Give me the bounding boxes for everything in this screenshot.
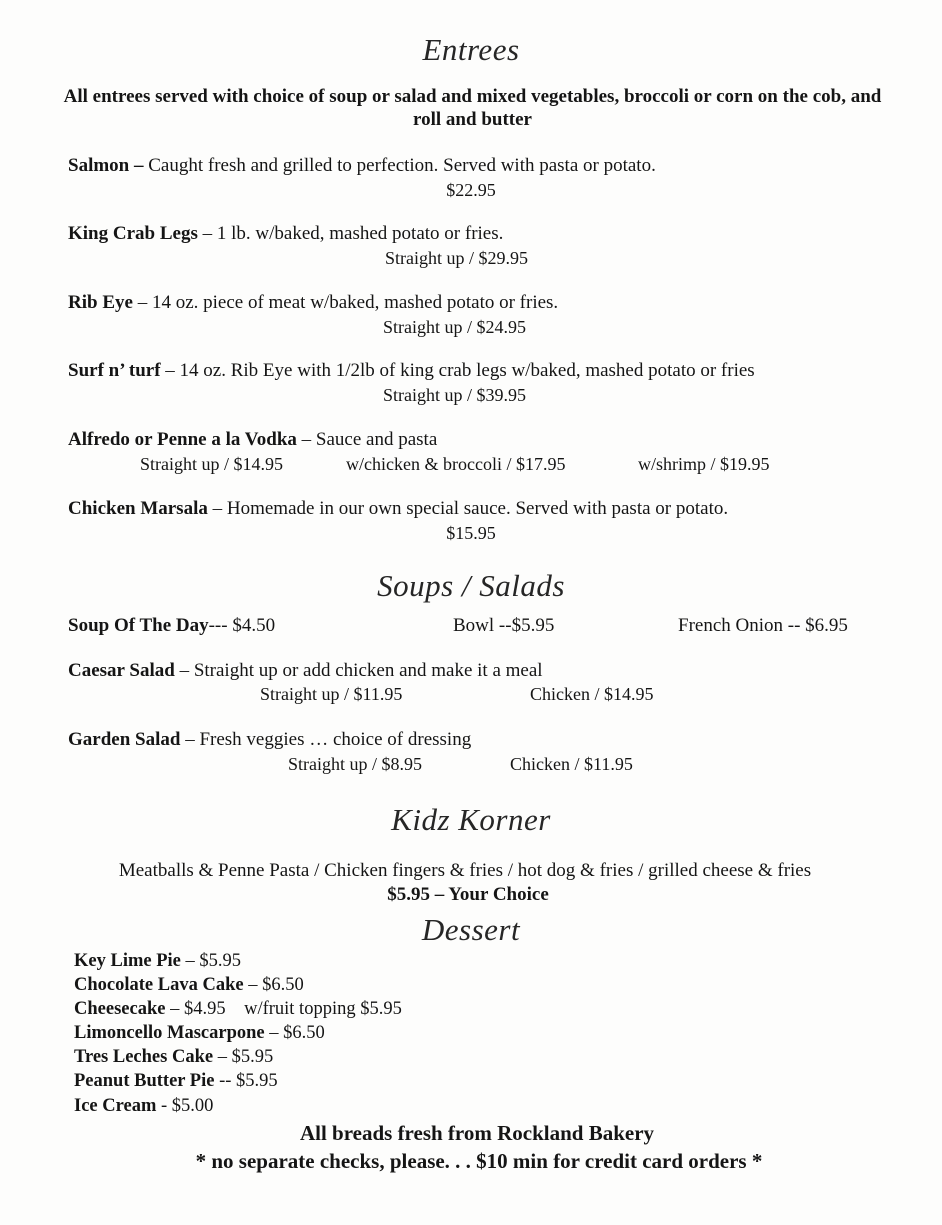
item-desc: – Fresh veggies … choice of dressing bbox=[180, 729, 472, 750]
item-name: Cheesecake bbox=[74, 999, 166, 1019]
item-name: Salmon – bbox=[68, 155, 144, 176]
item-price: – $5.95 bbox=[180, 951, 241, 971]
item-desc: – Straight up or add chicken and make it a meal bbox=[174, 660, 543, 681]
entree-chicken-marsala-price: $15.95 bbox=[446, 523, 496, 543]
item-name: Chocolate Lava Cake bbox=[74, 975, 244, 995]
entree-king-crab bbox=[68, 223, 503, 245]
item-desc: – Homemade in our own special sauce. Served with pasta or potato. bbox=[207, 498, 729, 519]
soup-bowl: Bowl --$5.95 bbox=[453, 615, 555, 636]
entree-alfredo-price-straight: Straight up / $14.95 bbox=[140, 454, 283, 474]
item-price: – $4.95 w/fruit topping $5.95 bbox=[165, 999, 402, 1019]
dessert-item bbox=[74, 1071, 278, 1092]
soups-salads-title: Soups / Salads bbox=[377, 568, 565, 603]
dessert-item bbox=[74, 951, 241, 972]
item-name: Key Lime Pie bbox=[74, 951, 181, 971]
kidz-korner-title: Kidz Korner bbox=[391, 802, 551, 837]
item-name: Alfredo or Penne a la Vodka bbox=[68, 429, 297, 450]
soup-french-onion: French Onion -- $6.95 bbox=[678, 615, 848, 636]
item-price: – $5.95 bbox=[213, 1047, 274, 1067]
entree-surf-turf bbox=[68, 360, 755, 382]
item-name: Chicken Marsala bbox=[68, 498, 208, 519]
kidz-items: Meatballs & Penne Pasta / Chicken fingers & fries / hot dog & fries / grilled cheese & fries bbox=[118, 860, 812, 881]
item-name: Surf n’ turf bbox=[68, 360, 161, 381]
item-name: Ice Cream bbox=[74, 1096, 157, 1116]
item-price: – $6.50 bbox=[264, 1023, 325, 1043]
item-name: Garden Salad bbox=[68, 729, 181, 750]
item-desc: – Sauce and pasta bbox=[296, 429, 438, 450]
item-name: Limoncello Mascarpone bbox=[74, 1023, 265, 1043]
item-name: Caesar Salad bbox=[68, 660, 175, 681]
item-name: Tres Leches Cake bbox=[74, 1047, 214, 1067]
item-price: – $6.50 bbox=[243, 975, 304, 995]
item-desc: – 14 oz. Rib Eye with 1/2lb of king crab legs w/baked, mashed potato or fries bbox=[160, 360, 755, 381]
garden-price-chicken: Chicken / $11.95 bbox=[510, 754, 633, 774]
dessert-item bbox=[74, 1047, 273, 1068]
entrees-note: All entrees served with choice of soup or salad and mixed vegetables, broccoli or corn on the cob, and roll and butter bbox=[63, 86, 882, 130]
dessert-item bbox=[74, 1023, 325, 1044]
entree-alfredo bbox=[68, 429, 437, 451]
item-name: King Crab Legs bbox=[68, 223, 198, 244]
caesar-salad bbox=[68, 660, 543, 682]
entree-rib-eye-price: Straight up / $24.95 bbox=[383, 317, 526, 337]
caesar-price-chicken: Chicken / $14.95 bbox=[530, 684, 654, 704]
item-price: -- $5.95 bbox=[214, 1071, 278, 1091]
entree-surf-turf-price: Straight up / $39.95 bbox=[383, 385, 526, 405]
kidz-price: $5.95 – Your Choice bbox=[387, 884, 549, 905]
dessert-item bbox=[74, 999, 402, 1020]
entree-salmon-price: $22.95 bbox=[446, 180, 496, 200]
dessert-item bbox=[74, 1096, 213, 1117]
dessert-item bbox=[74, 975, 304, 996]
entree-alfredo-price-chicken: w/chicken & broccoli / $17.95 bbox=[346, 454, 566, 474]
entree-salmon bbox=[68, 155, 656, 177]
item-price: --- $4.50 bbox=[208, 615, 276, 636]
footer-bakery-note: All breads fresh from Rockland Bakery bbox=[299, 1121, 655, 1145]
entrees-title: Entrees bbox=[422, 32, 520, 67]
caesar-price-straight: Straight up / $11.95 bbox=[260, 684, 403, 704]
soup-of-the-day bbox=[68, 615, 275, 637]
entree-rib-eye bbox=[68, 292, 558, 314]
entree-alfredo-price-shrimp: w/shrimp / $19.95 bbox=[638, 454, 770, 474]
dessert-title: Dessert bbox=[421, 912, 521, 947]
item-desc: – 1 lb. w/baked, mashed potato or fries. bbox=[197, 223, 504, 244]
footer-checks-note: * no separate checks, please. . . $10 min for credit card orders * bbox=[195, 1149, 763, 1173]
garden-price-straight: Straight up / $8.95 bbox=[288, 754, 422, 774]
entree-chicken-marsala bbox=[68, 498, 728, 520]
item-name: Rib Eye bbox=[68, 292, 133, 313]
garden-salad bbox=[68, 729, 471, 751]
item-desc: – 14 oz. piece of meat w/baked, mashed potato or fries. bbox=[132, 292, 559, 313]
item-price: - $5.00 bbox=[156, 1096, 214, 1116]
item-name: Peanut Butter Pie bbox=[74, 1071, 215, 1091]
entree-king-crab-price: Straight up / $29.95 bbox=[385, 248, 528, 268]
item-desc: Caught fresh and grilled to perfection. Served with pasta or potato. bbox=[143, 155, 656, 176]
item-name: Soup Of The Day bbox=[68, 615, 209, 636]
